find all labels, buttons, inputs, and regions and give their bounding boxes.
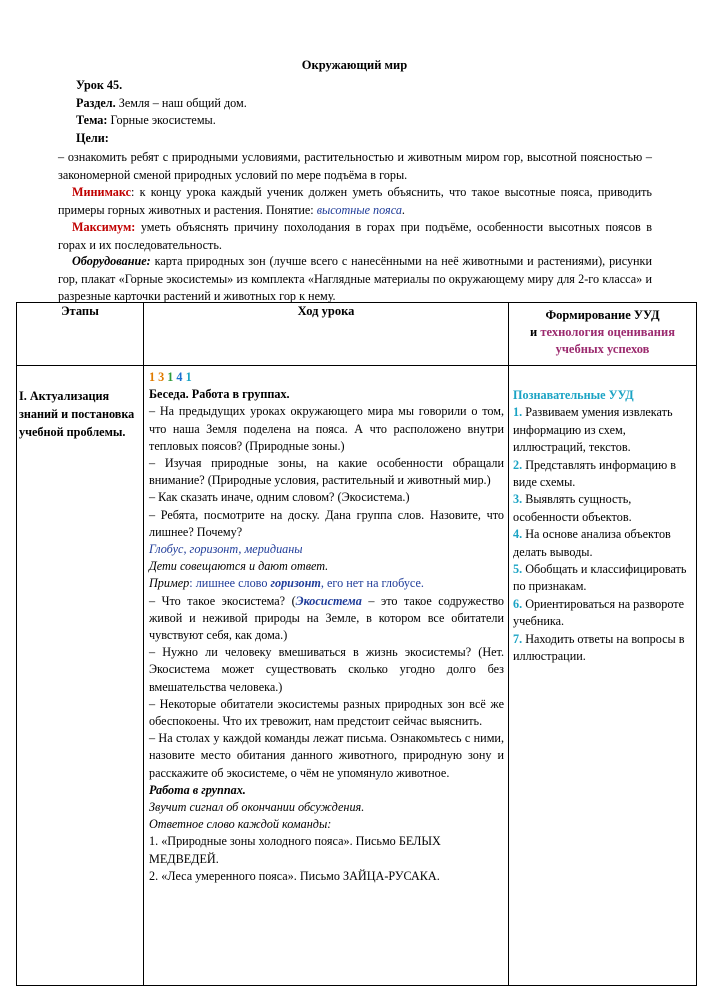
lesson-maximum: Максимум: уметь объяснять причину похолодания в горах при подъёме, особенности высотных поясов в горах и их последовательность. [58, 220, 652, 252]
header-stages: Этапы [17, 303, 144, 366]
uud-item: 1. Развиваем умения извлекать информацию из схем, иллюстраций, текстов. [513, 405, 673, 455]
table-header-row [17, 303, 697, 366]
course-p15: 1. «Природные зоны холодного пояса». Письмо БЕЛЫХ МЕДВЕДЕЙ. [149, 834, 441, 866]
course-p7: Пример: лишнее слово горизонт, его нет на глобусе. [149, 576, 424, 591]
course-p11: – На столах у каждой команды лежат письма. Ознакомьтесь с ними, назовите место обитания данного животного, природную зону и расскажите об экосистеме, о чём не упомянуло животное. [149, 731, 504, 780]
course-p6: Дети совещаются и дают ответ. [149, 559, 329, 574]
course-p10: – Некоторые обитатели экосистемы разных природных зон всё же обеспокоены. Что их тревожит, нам предстоит сейчас выяснить. [149, 696, 504, 729]
uud-item: 7. Находить ответы на вопросы в иллюстрации. [513, 631, 685, 664]
uud-item: 5. Обобщать и классифицировать по признакам. [513, 562, 687, 594]
uud-item: 2. Представлять информацию в виде схемы. [513, 457, 676, 490]
uud-item: 4. На основе анализа объектов делать выводы. [513, 527, 671, 559]
lesson-goals-label: Цели: [76, 130, 109, 145]
course-p13: Звучит сигнал об окончании обсуждения. [149, 800, 365, 815]
course-p14: Ответное слово каждой команды: [149, 817, 332, 832]
header-uud: Формирование УУД и технология оценивания учебных успехов [509, 303, 697, 366]
stage-cell: I. Актуализация знаний и постановка учебной проблемы. [17, 366, 144, 986]
document-title: Окружающий мир [301, 58, 408, 72]
course-p1: – На предыдущих уроках окружающего мира мы говорили о том, что наша Земля поделена на пояса. А что расположено внутри тепловых поясов? (Природные зоны.) [149, 404, 504, 453]
course-p8: – Что такое экосистема? (Экосистема – это такое содружество живой и неживой природы на Земле, в котором все обитатели чувствуют себя, как дома.) [149, 593, 504, 643]
lesson-goals-text: – ознакомить ребят с природными условиями, растительностью и животным миром гор, высотной поясностью – закономерной сменой природных условий по мере подъёма в горы. [58, 150, 652, 182]
uud-cell [509, 366, 697, 986]
course-p3: – Как сказать иначе, одним словом? (Экосистема.) [149, 490, 410, 505]
lesson-minimax: Минимакс: к концу урока каждый ученик должен уметь объяснить, что такое высотные пояса, приводить примеры горных животных и растения. Понятие: высотные пояса. [58, 185, 652, 217]
header-course: Ход урока [144, 303, 509, 366]
lesson-number: Урок 45. [76, 78, 123, 92]
uud-item: 3. Выявлять сущность, особенности объектов. [513, 492, 632, 524]
course-p16: 2. «Леса умеренного пояса». Письмо ЗАЙЦА-РУСАКА. [149, 868, 440, 883]
table-row [17, 366, 697, 986]
course-p9: – Нужно ли человеку вмешиваться в жизнь экосистемы? (Нет. Экосистема может существовать сколько угодно долго без вмешательства человека.) [149, 645, 504, 694]
course-heading: Беседа. Работа в группах. [149, 387, 290, 402]
lesson-topic: Тема: Горные экосистемы. [76, 113, 216, 127]
course-p2: – Изучая природные зоны, на какие особенности обращали внимание? (Природные условия, растительный и животный мир.) [149, 456, 504, 488]
lesson-header [58, 77, 652, 147]
course-cell [144, 366, 509, 986]
course-p12: Работа в группах. [149, 782, 246, 797]
assessment-digits: 1 3 1 4 1 [149, 370, 192, 384]
lesson-section: Раздел. Земля – наш общий дом. [76, 95, 247, 110]
uud-item: 6. Ориентироваться на развороте учебника. [513, 596, 685, 629]
uud-title: Познавательные УУД [513, 388, 634, 402]
course-p5: Глобус, горизонт, меридианы [149, 542, 303, 557]
lesson-plan-table [16, 302, 697, 986]
course-p4: – Ребята, посмотрите на доску. Дана группа слов. Назовите, что лишнее? Почему? [149, 507, 504, 539]
lesson-equipment: Оборудование: карта природных зон (лучше всего с нанесёнными на неё животными и растениями), рисунки гор, плакат «Горные экосистемы» из комплекта «Наглядные материалы по окружающему миру для 2-го класса» и разрезные карточки растений и животных гор к нему. [58, 254, 652, 303]
